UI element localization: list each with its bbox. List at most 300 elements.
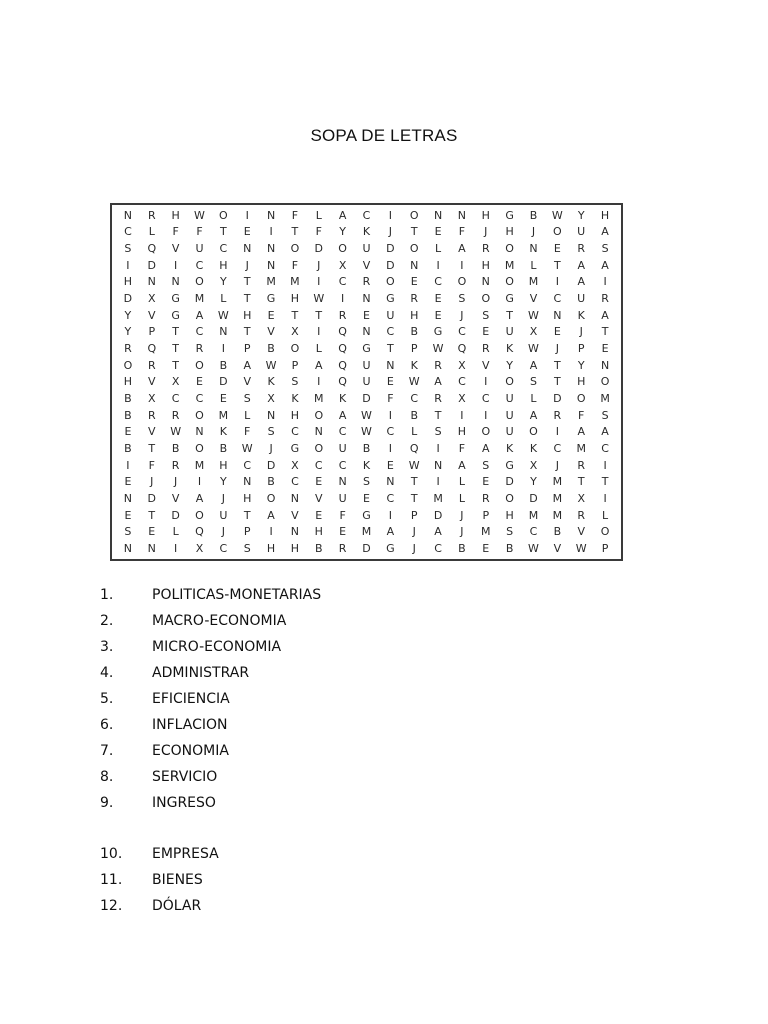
- grid-letter: S: [124, 242, 132, 256]
- grid-letter: O: [195, 508, 204, 522]
- grid-letter: E: [553, 242, 561, 256]
- grid-letter: O: [576, 392, 586, 406]
- list-item: [100, 660, 321, 686]
- grid-letter: R: [577, 458, 586, 472]
- grid-letter: E: [553, 325, 561, 339]
- grid-letter: J: [221, 525, 225, 539]
- grid-letter: W: [551, 208, 563, 222]
- list-item: [100, 686, 321, 712]
- grid-letter: R: [481, 492, 490, 506]
- grid-letter: O: [600, 375, 610, 389]
- grid-letter: V: [291, 508, 299, 522]
- grid-letter: D: [219, 375, 228, 389]
- grid-letter: O: [481, 425, 491, 439]
- grid-letter: P: [243, 342, 251, 356]
- grid-letter: O: [123, 358, 133, 372]
- grid-letter: A: [267, 508, 275, 522]
- grid-letter: G: [290, 442, 300, 456]
- grid-letter: K: [267, 375, 275, 389]
- grid-letter: F: [291, 258, 299, 272]
- grid-letter: Q: [147, 342, 157, 356]
- grid-letter: C: [291, 425, 299, 439]
- grid-letter: C: [529, 525, 538, 539]
- grid-letter: O: [409, 208, 419, 222]
- list-item-word: ADMINISTRAR: [152, 665, 250, 681]
- grid-letter: A: [195, 492, 204, 506]
- grid-letter: M: [481, 525, 491, 539]
- grid-letter: V: [553, 542, 562, 556]
- grid-letter: F: [315, 225, 322, 239]
- grid-letter: K: [339, 392, 347, 406]
- grid-letter: K: [506, 442, 514, 456]
- grid-letter: V: [529, 292, 538, 306]
- grid-letter: T: [243, 325, 251, 339]
- grid-letter: U: [338, 442, 347, 456]
- grid-letter: N: [386, 358, 395, 372]
- grid-letter: M: [504, 258, 515, 272]
- grid-letter: Y: [577, 208, 585, 222]
- list-item: [100, 841, 321, 867]
- grid-letter: I: [317, 325, 321, 339]
- grid-letter: L: [458, 475, 465, 489]
- grid-letter: V: [148, 375, 156, 389]
- grid-letter: K: [529, 442, 538, 456]
- grid-letter: T: [172, 325, 179, 339]
- grid-letter: R: [147, 208, 156, 222]
- list-item-word: EFICIENCIA: [152, 691, 230, 707]
- grid-letter: A: [434, 375, 442, 389]
- grid-letter: O: [529, 425, 538, 439]
- grid-letter: N: [290, 492, 300, 506]
- grid-letter: N: [171, 275, 180, 289]
- grid-letter: H: [481, 208, 490, 222]
- grid-letter: X: [338, 258, 347, 272]
- grid-letter: R: [434, 392, 442, 406]
- grid-letter: E: [363, 492, 370, 506]
- grid-letter: B: [124, 442, 132, 456]
- grid-letter: B: [505, 542, 514, 556]
- grid-letter: V: [577, 525, 585, 539]
- grid-letter: D: [171, 508, 180, 522]
- grid-letter: Q: [338, 342, 347, 356]
- list-item: [100, 893, 321, 919]
- grid-letter: W: [575, 542, 587, 556]
- grid-letter: C: [219, 242, 228, 256]
- grid-letter: N: [433, 208, 443, 222]
- grid-letter: J: [460, 525, 464, 539]
- grid-letter: R: [338, 308, 347, 322]
- grid-letter: O: [505, 275, 514, 289]
- grid-letter: R: [410, 292, 419, 306]
- grid-letter: E: [124, 508, 132, 522]
- grid-letter: D: [386, 242, 395, 256]
- grid-letter: C: [458, 325, 466, 339]
- grid-letter: A: [601, 425, 609, 439]
- grid-letter: M: [194, 292, 205, 306]
- grid-letter: I: [436, 475, 440, 489]
- grid-letter: K: [362, 458, 371, 472]
- grid-letter: N: [314, 425, 323, 439]
- grid-letter: I: [436, 442, 440, 456]
- grid-letter: W: [217, 308, 229, 322]
- grid-letter: U: [386, 308, 395, 322]
- list-item-word: POLITICAS-MONETARIAS: [152, 587, 322, 603]
- grid-letter: A: [458, 242, 466, 256]
- grid-letter: J: [460, 508, 464, 522]
- grid-letter: H: [266, 542, 276, 556]
- grid-letter: Y: [530, 475, 537, 489]
- grid-letter: O: [195, 275, 204, 289]
- grid-letter: T: [291, 225, 299, 239]
- grid-letter: U: [195, 242, 204, 256]
- grid-letter: N: [195, 425, 204, 439]
- grid-letter: H: [505, 508, 514, 522]
- grid-letter: K: [362, 225, 371, 239]
- grid-letter: X: [267, 392, 275, 406]
- grid-letter: W: [528, 542, 539, 556]
- grid-letter: C: [314, 458, 323, 472]
- grid-letter: C: [434, 542, 442, 556]
- grid-letter: N: [266, 258, 276, 272]
- grid-letter: A: [577, 425, 585, 439]
- grid-letter: T: [243, 508, 251, 522]
- grid-letter: B: [458, 542, 466, 556]
- grid-letter: C: [362, 208, 371, 222]
- grid-letter: J: [412, 525, 416, 539]
- list-item-number: 4.: [100, 665, 114, 681]
- grid-letter: H: [243, 308, 252, 322]
- grid-letter: I: [484, 375, 488, 389]
- list-item-word: BIENES: [152, 872, 203, 888]
- grid-letter: L: [530, 392, 537, 406]
- grid-letter: G: [433, 325, 443, 339]
- grid-letter: C: [338, 425, 347, 439]
- grid-letter: T: [172, 358, 179, 372]
- grid-letter: B: [124, 392, 132, 406]
- list-item: [100, 712, 321, 738]
- grid-letter: V: [171, 242, 180, 256]
- grid-letter: T: [410, 225, 418, 239]
- grid-letter: N: [243, 242, 252, 256]
- grid-letter: T: [386, 342, 394, 356]
- grid-letter: S: [482, 308, 490, 322]
- list-item-word: ECONOMIA: [152, 743, 229, 759]
- list-item: [100, 634, 321, 660]
- grid-letter: J: [221, 492, 225, 506]
- list-item-number: 11.: [100, 872, 123, 888]
- grid-letter: N: [553, 308, 562, 322]
- grid-letter: U: [219, 508, 228, 522]
- grid-letter: R: [481, 242, 490, 256]
- grid-letter: N: [600, 358, 610, 372]
- grid-letter: O: [290, 242, 300, 256]
- grid-letter: I: [341, 292, 345, 306]
- grid-letter: Q: [457, 342, 467, 356]
- grid-letter: T: [553, 258, 561, 272]
- grid-letter: L: [244, 408, 251, 422]
- grid-letter: J: [412, 542, 416, 556]
- grid-letter: A: [458, 458, 466, 472]
- grid-letter: U: [505, 425, 514, 439]
- grid-letter: R: [124, 342, 132, 356]
- grid-letter: O: [505, 242, 514, 256]
- list-item: [100, 738, 321, 764]
- grid-letter: C: [195, 258, 204, 272]
- grid-letter: S: [291, 375, 299, 389]
- grid-letter: S: [482, 458, 490, 472]
- grid-letter: H: [577, 375, 586, 389]
- grid-letter: R: [577, 508, 586, 522]
- grid-letter: N: [481, 275, 490, 289]
- grid-letter: G: [505, 208, 514, 222]
- grid-letter: E: [148, 525, 156, 539]
- grid-letter: D: [266, 458, 276, 472]
- grid-letter: H: [243, 492, 252, 506]
- list-item-word: MICRO-ECONOMIA: [152, 639, 282, 655]
- grid-letter: I: [603, 492, 607, 506]
- grid-letter: M: [552, 475, 563, 489]
- grid-letter: W: [361, 408, 372, 422]
- grid-letter: W: [313, 292, 325, 306]
- grid-letter: Y: [219, 275, 227, 289]
- grid-letter: A: [338, 408, 347, 422]
- grid-letter: L: [411, 425, 418, 439]
- grid-letter: W: [528, 308, 539, 322]
- grid-letter: A: [243, 358, 251, 372]
- grid-letter: E: [482, 542, 490, 556]
- grid-letter: G: [386, 292, 395, 306]
- grid-letter: M: [314, 392, 324, 406]
- grid-letter: Q: [147, 242, 157, 256]
- grid-letter: O: [195, 442, 204, 456]
- grid-letter: X: [529, 458, 538, 472]
- grid-letter: A: [601, 258, 609, 272]
- grid-letter: A: [315, 358, 323, 372]
- grid-letter: M: [361, 525, 372, 539]
- grid-letter: B: [267, 342, 275, 356]
- grid-letter: H: [171, 208, 180, 222]
- grid-letter: R: [362, 275, 371, 289]
- grid-letter: U: [362, 375, 371, 389]
- grid-letter: K: [410, 358, 418, 372]
- grid-letter: I: [484, 408, 488, 422]
- grid-letter: R: [601, 292, 609, 306]
- grid-letter: Y: [124, 308, 132, 322]
- list-item-number: 5.: [100, 691, 114, 707]
- grid-letter: R: [171, 408, 180, 422]
- grid-letter: X: [458, 358, 466, 372]
- grid-letter: I: [197, 475, 202, 489]
- list-item-number: 2.: [100, 613, 114, 629]
- grid-letter: O: [386, 275, 395, 289]
- grid-letter: E: [482, 325, 490, 339]
- grid-letter: H: [290, 542, 300, 556]
- list-item-word: INFLACION: [152, 717, 228, 733]
- list-item-word: DÓLAR: [152, 898, 202, 914]
- grid-letter: D: [505, 475, 514, 489]
- grid-letter: B: [267, 475, 275, 489]
- grid-letter: T: [148, 442, 156, 456]
- grid-letter: O: [481, 292, 491, 306]
- grid-letter: V: [243, 375, 251, 389]
- grid-letter: I: [317, 375, 321, 389]
- grid-letter: A: [386, 525, 395, 539]
- grid-letter: J: [245, 258, 249, 272]
- grid-letter: K: [506, 342, 514, 356]
- grid-letter: H: [123, 375, 133, 389]
- grid-letter: T: [172, 342, 179, 356]
- grid-letter: D: [362, 392, 371, 406]
- grid-letter: J: [555, 342, 559, 356]
- grid-letter: C: [338, 275, 347, 289]
- grid-letter: B: [529, 208, 538, 222]
- grid-letter: N: [457, 208, 467, 222]
- grid-letter: J: [269, 442, 273, 456]
- grid-letter: M: [552, 492, 563, 506]
- grid-letter: B: [315, 542, 323, 556]
- grid-letter: H: [219, 258, 228, 272]
- grid-letter: Q: [409, 442, 419, 456]
- grid-letter: B: [410, 408, 418, 422]
- grid-letter: N: [386, 475, 395, 489]
- grid-letter: O: [409, 242, 419, 256]
- grid-letter: C: [195, 392, 204, 406]
- grid-letter: C: [434, 275, 442, 289]
- grid-letter: H: [457, 425, 467, 439]
- grid-letter: N: [243, 475, 252, 489]
- grid-letter: T: [243, 292, 251, 306]
- grid-letter: U: [505, 408, 514, 422]
- grid-letter: E: [386, 458, 394, 472]
- grid-letter: C: [601, 442, 609, 456]
- grid-letter: E: [315, 475, 323, 489]
- grid-letter: A: [529, 358, 538, 372]
- grid-letter: X: [195, 542, 204, 556]
- grid-letter: E: [124, 475, 132, 489]
- grid-letter: L: [172, 525, 179, 539]
- grid-letter: S: [243, 542, 251, 556]
- grid-letter: S: [601, 242, 609, 256]
- grid-letter: V: [362, 258, 371, 272]
- grid-letter: P: [601, 542, 609, 556]
- grid-letter: M: [290, 275, 300, 289]
- word-search-grid: [110, 203, 623, 561]
- grid-letter: W: [265, 358, 277, 372]
- grid-letter: P: [577, 342, 585, 356]
- grid-letter: H: [219, 458, 228, 472]
- grid-letter: T: [553, 375, 561, 389]
- grid-letter: U: [577, 225, 586, 239]
- list-item-number: 7.: [100, 743, 114, 759]
- grid-letter: E: [434, 308, 442, 322]
- grid-letter: F: [578, 408, 585, 422]
- grid-letter: A: [601, 225, 609, 239]
- grid-letter: L: [435, 242, 442, 256]
- grid-letter: X: [529, 325, 538, 339]
- grid-letter: N: [266, 242, 276, 256]
- grid-letter: S: [530, 375, 537, 389]
- grid-letter: D: [147, 258, 157, 272]
- grid-letter: Y: [124, 325, 132, 339]
- grid-letter: H: [410, 308, 419, 322]
- grid-letter: K: [577, 308, 585, 322]
- grid-letter: J: [388, 225, 392, 239]
- grid-letter: C: [481, 392, 490, 406]
- grid-letter: R: [147, 408, 156, 422]
- grid-letter: D: [123, 292, 133, 306]
- list-item-word: MACRO-ECONOMIA: [152, 613, 287, 629]
- grid-letter: I: [269, 525, 273, 539]
- grid-letter: I: [388, 442, 392, 456]
- grid-letter: A: [577, 275, 585, 289]
- grid-letter: F: [339, 508, 346, 522]
- grid-letter: X: [291, 458, 299, 472]
- grid-letter: M: [266, 275, 276, 289]
- grid-letter: O: [219, 208, 228, 222]
- grid-letter: C: [386, 425, 395, 439]
- grid-letter: Q: [195, 525, 204, 539]
- grid-letter: O: [553, 225, 562, 239]
- list-item-number: 8.: [100, 769, 114, 785]
- grid-letter: O: [600, 525, 610, 539]
- list-item-word: EMPRESA: [152, 846, 219, 862]
- grid-letter: A: [529, 408, 538, 422]
- grid-letter: E: [339, 525, 347, 539]
- grid-letter: K: [219, 425, 227, 439]
- grid-letter: Q: [338, 375, 347, 389]
- grid-letter: Y: [577, 358, 585, 372]
- grid-letter: L: [530, 258, 537, 272]
- grid-letter: E: [315, 508, 323, 522]
- grid-letter: W: [194, 208, 205, 222]
- grid-letter: T: [219, 225, 227, 239]
- grid-letter: J: [555, 458, 559, 472]
- grid-letter: J: [317, 258, 321, 272]
- grid-letter: I: [603, 458, 607, 472]
- grid-letter: C: [458, 375, 466, 389]
- grid-letter: C: [124, 225, 132, 239]
- grid-letter: D: [386, 258, 395, 272]
- grid-letter: I: [603, 275, 607, 289]
- grid-letter: P: [410, 508, 418, 522]
- grid-letter: N: [147, 542, 156, 556]
- grid-letter: V: [171, 492, 180, 506]
- grid-letter: U: [577, 292, 586, 306]
- grid-letter: D: [529, 492, 538, 506]
- grid-letter: A: [338, 208, 347, 222]
- grid-letter: N: [266, 408, 276, 422]
- grid-letter: E: [410, 275, 418, 289]
- grid-letter: P: [291, 358, 299, 372]
- grid-letter: J: [484, 225, 488, 239]
- grid-letter: R: [171, 458, 180, 472]
- grid-letter: E: [482, 475, 490, 489]
- grid-letter: B: [410, 325, 418, 339]
- grid-letter: F: [458, 442, 466, 456]
- grid-letter: T: [410, 475, 418, 489]
- grid-letter: B: [171, 442, 180, 456]
- grid-letter: O: [290, 342, 300, 356]
- grid-letter: N: [123, 492, 133, 506]
- grid-letter: V: [482, 358, 490, 372]
- grid-letter: I: [174, 542, 178, 556]
- grid-letter: R: [434, 358, 442, 372]
- grid-letter: U: [362, 358, 371, 372]
- grid-letter: T: [601, 325, 609, 339]
- grid-letter: H: [290, 408, 300, 422]
- grid-letter: P: [243, 525, 251, 539]
- grid-letter: S: [601, 408, 609, 422]
